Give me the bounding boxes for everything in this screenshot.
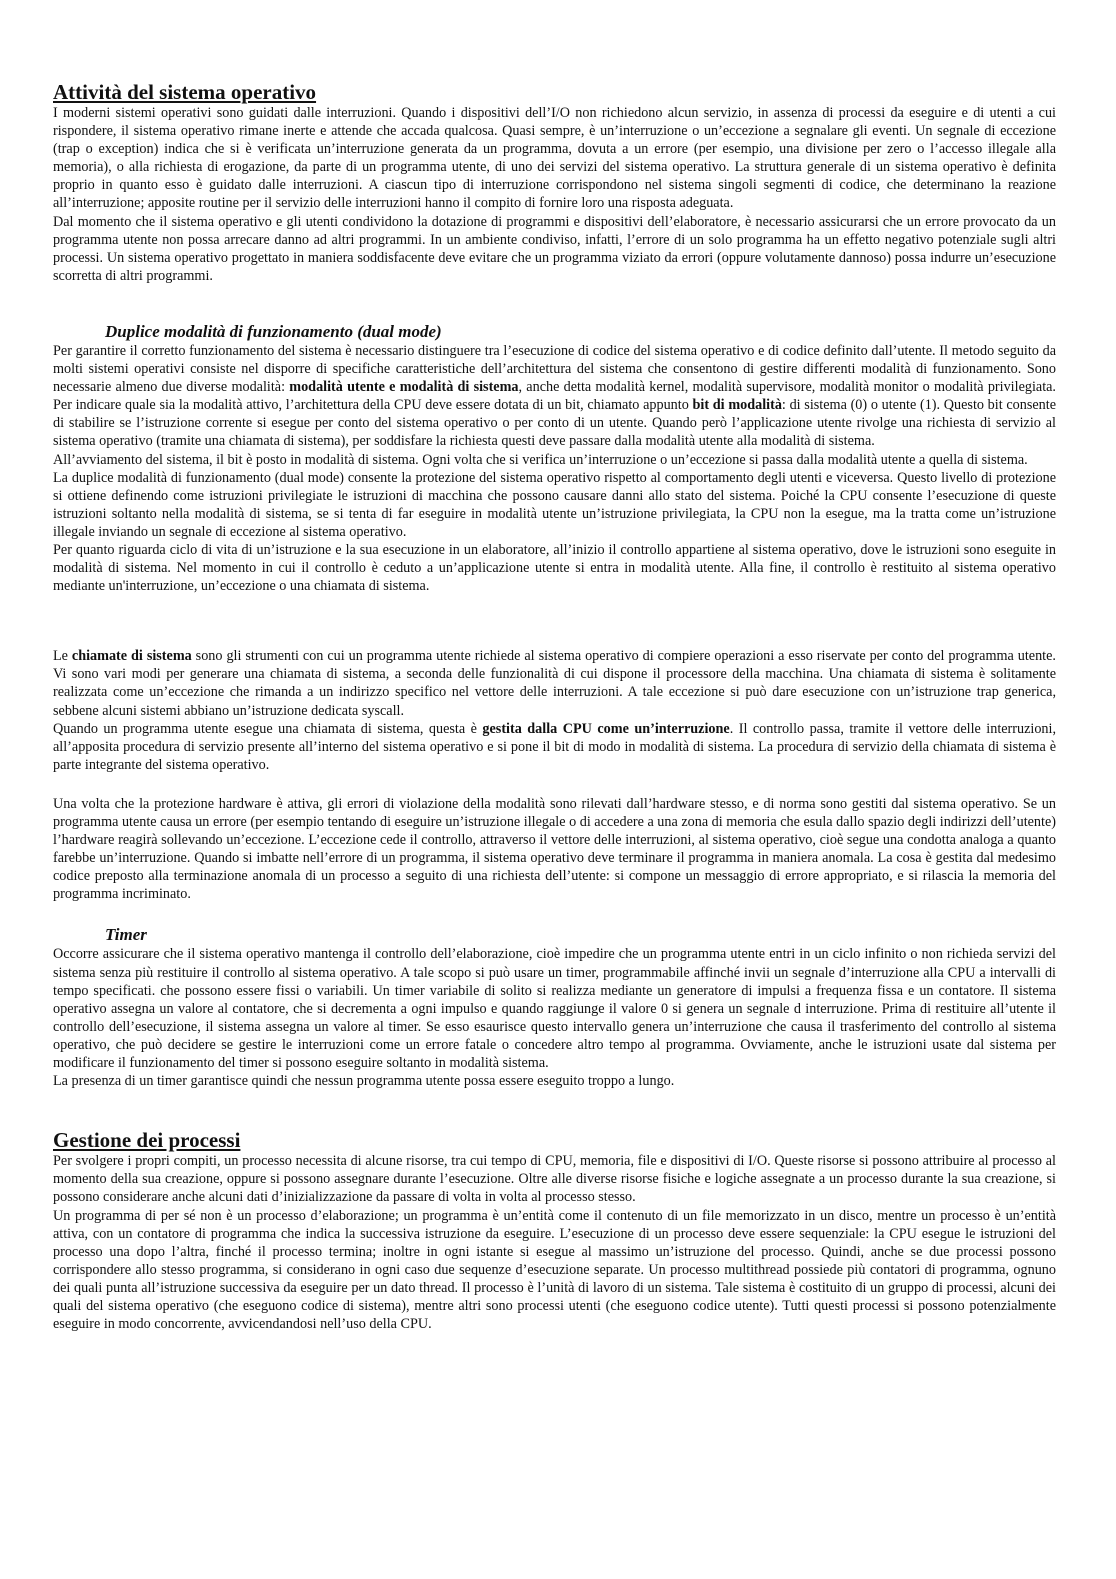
subsection-title-timer: Timer [105,925,147,945]
paragraph: Le chiamate di sistema sono gli strumenti con cui un programma utente richiede al sistema operativo di compiere operazioni a esso riservate per conto del programma utente. Vi sono vari modi per generare una chiamata di sistema, a seconda delle funzionalità di cui dispone il processore della macchina. Una chiamata di sistema è solitamente realizzata come un’eccezione che rimanda a un indirizzo specifico nel vettore delle interruzioni. A tale eccezione si può dare esecuzione con un’istruzione trap generica, sebbene alcuni sistemi abbiano un’istruzione dedicata syscall. [53,648,1056,719]
paragraph: La duplice modalità di funzionamento (dual mode) consente la protezione del sistema operativo rispetto al comportamento degli utenti e viceversa. Questo livello di protezione si ottiene definendo come istruzioni privilegiate le istruzioni di macchina che possono causare danni allo stato del sistema. Poiché la CPU consente l’esecuzione di queste istruzioni soltanto nella modalità di sistema, se si tenta di far eseguire in modalità utente un’istruzione privilegiata, la CPU non la esegue, ma la tratta come un’istruzione illegale inviando un segnale di eccezione al sistema operativo. [53,469,1056,540]
document-page [53,80,1056,1333]
paragraph: Per garantire il corretto funzionamento del sistema è necessario distinguere tra l’esecuzione di codice del sistema operativo e di codice definito dall’utente. Il metodo seguito da molti sistemi operativi consiste nel disporre di specifiche caratteristiche dell’architettura del sistema che consentono di gestire differenti modalità di funzionamento. Sono necessarie almeno due diverse modalità: modalità utente e modalità di sistema, anche detta modalità kernel, modalità supervisore, modalità monitor o modalità privilegiata. Per indicare quale sia la modalità attivo, l’architettura della CPU deve essere dotata di un bit, chiamato appunto bit di modalità: di sistema (0) o utente (1). Questo bit consente di stabilire se l’istruzione corrente si esegue per conto del sistema operativo o per conto di un utente. Quando però l’applicazione utente rivolge una richiesta di servizio al sistema operativo (tramite una chiamata di sistema), per soddisfare la richiesta questi deve passare dalla modalità utente alla modalità di sistema. [53,342,1056,450]
paragraph: Per svolgere i propri compiti, un processo necessita di alcune risorse, tra cui tempo di CPU, memoria, file e dispositivi di I/O. Queste risorse si possono attribuire al processo al momento della sua creazione, oppure si possono assegnare durante l’esecuzione. Oltre alle diverse risorse fisiche e logiche assegnate a un processo durante la sua creazione, si possono considerare anche alcuni dati d’inizializzazione da passare di volta in volta al processo stesso. [53,1153,1056,1206]
section-title-attivita: Attività del sistema operativo [53,80,317,104]
paragraph: All’avviamento del sistema, il bit è posto in modalità di sistema. Ogni volta che si verifica un’interruzione o un’eccezione si passa dalla modalità utente a quella di sistema. [53,451,1028,468]
paragraph: Occorre assicurare che il sistema operativo mantenga il controllo dell’elaborazione, cioè impedire che un programma utente entri in un ciclo infinito o non richieda servizi del sistema senza più restituire il controllo al sistema operativo. A tale scopo si può usare un timer, programmabile affinché invii un segnale d’interruzione alla CPU a intervalli di tempo specificati. che possono essere fissi o variabili. Un timer variabile di solito si realizza mediante un generatore di impulsi a frequenza fissa e un contatore. Il sistema operativo assegna un valore al contatore, che si decrementa a ogni impulso e quando raggiunge il valore 0 si genera un segnale d interruzione. Prima di restituire all’utente il controllo dell’esecuzione, il sistema assegna un valore al timer. Se esso esaurisce questo intervallo genera un’interruzione che causa il trasferimento del controllo al sistema operativo, che può decidere se gestire le interruzioni come un errore fatale o concedere altro tempo al programma. Ovviamente, anche le istruzioni usate dal sistema per modificare il funzionamento del timer si possono eseguire soltanto in modalità sistema. [53,946,1056,1072]
paragraph: Dal momento che il sistema operativo e gli utenti condividono la dotazione di programmi e dispositivi dell’elaboratore, è necessario assicurarsi che un errore provocato da un programma utente non possa arrecare danno ad altri programmi. In un ambiente condiviso, infatti, l’errore di un solo programma ha un effetto negativo potenziale sugli altri processi. Un sistema operativo progettato in maniera soddisfacente deve evitare che un programma viziato da errori (oppure volutamente dannoso) possa indurre un’esecuzione scorretta di altri programmi. [53,213,1056,284]
paragraph: La presenza di un timer garantisce quindi che nessun programma utente possa essere eseguito troppo a lungo. [53,1073,675,1090]
bold-term: bit di modalità [692,397,782,414]
section-title-gestione-processi: Gestione dei processi [53,1128,241,1153]
subsection-title-dual-mode: Duplice modalità di funzionamento (dual mode) [105,321,442,341]
bold-term: chiamate di sistema [71,648,192,665]
paragraph: Un programma di per sé non è un processo d’elaborazione; un programma è un’entità come il contenuto di un file memorizzato in un disco, mentre un processo è un’entità attiva, con un contatore di programma che indica la successiva istruzione da eseguire. L’esecuzione di un processo deve essere sequenziale: la CPU esegue le istruzioni del processo una dopo l’altra, finché il processo termina; inoltre in ogni istante si esegue al massimo un’istruzione del processo. Quindi, anche se due processi possono corrispondere allo stesso programma, si considerano in ogni caso due sequenze d’esecuzione separate. Un processo multithread possiede più contatori di programma, ognuno dei quali punta all’istruzione successiva da eseguire per un dato thread. Il processo è l’unità di lavoro di un sistema. Tale sistema è costituito di un gruppo di processi, alcuni dei quali del sistema operativo (che eseguono codice di sistema), mentre altri sono processi utenti (che eseguono codice utente). Tutti questi processi si possono potenzialmente eseguire in modo concorrente, avvicendandosi nell’uso della CPU. [53,1207,1056,1333]
paragraph: Una volta che la protezione hardware è attiva, gli errori di violazione della modalità sono rilevati dall’hardware stesso, e di norma sono gestiti dal sistema operativo. Se un programma utente causa un errore (per esempio tentando di eseguire un’istruzione illegale o di accedere a una zona di memoria che esula dallo spazio degli indirizzi dell’utente) l’hardware reagirà sollevando un’eccezione. L’eccezione cede il controllo, attraverso il vettore delle interruzioni, al sistema operativo, cioè segue una condotta analoga a quanto farebbe un’interruzione. Quando si imbatte nell’errore di un programma, il sistema operativo deve terminare il programma in maniera anomala. La cosa è gestita dal medesimo codice preposto alla terminazione anomala di un processo a seguito di una richiesta dell’utente: si compone un messaggio di errore appropriato, e si rilascia la memoria del programma incriminato. [53,795,1056,903]
paragraph: I moderni sistemi operativi sono guidati dalle interruzioni. Quando i dispositivi dell’I/O non richiedono alcun servizio, in assenza di processi da eseguire e di utenti a cui rispondere, il sistema operativo rimane inerte e attende che accada qualcosa. Quasi sempre, è un’interruzione o un’eccezione a segnalare gli eventi. Un segnale di eccezione (trap o exception) indica che si è verificata un’interruzione generata da un programma, dovuta a un errore (per esempio, una divisione per zero o l’accesso illegale alla memoria), o alla richiesta di erogazione, da parte di un programma utente, di uno dei servizi del sistema operativo. La struttura generale di un sistema operativo è definita proprio in quanto esso è guidato dalle interruzioni. A ciascun tipo di interruzione corrispondono nel sistema singoli segmenti di codice, che determinano la reazione all’interruzione; apposite routine per il servizio delle interruzioni hanno il compito di fornire loro una risposta adeguata. [53,105,1056,212]
bold-term: gestita dalla CPU come un’interruzione [482,720,730,737]
paragraph: Quando un programma utente esegue una chiamata di sistema, questa è gestita dalla CPU come un’interruzione. Il controllo passa, tramite il vettore delle interruzioni, all’apposita procedura di servizio presente all’interno del sistema operativo e si pone il bit di modo in modalità di sistema. La procedura di servizio della chiamata di sistema è parte integrante del sistema operativo. [53,720,1057,773]
bold-term: modalità utente e modalità di sistema [289,379,519,396]
paragraph: Per quanto riguarda ciclo di vita di un’istruzione e la sua esecuzione in un elaboratore, all’inizio il controllo appartiene al sistema operativo, dove le istruzioni sono eseguite in modalità di sistema. Nel momento in cui il controllo è ceduto a un’applicazione utente si entra in modalità utente. Alla fine, il controllo è restituito al sistema operativo mediante un'interruzione, un’eccezione o una chiamata di sistema. [53,541,1056,595]
